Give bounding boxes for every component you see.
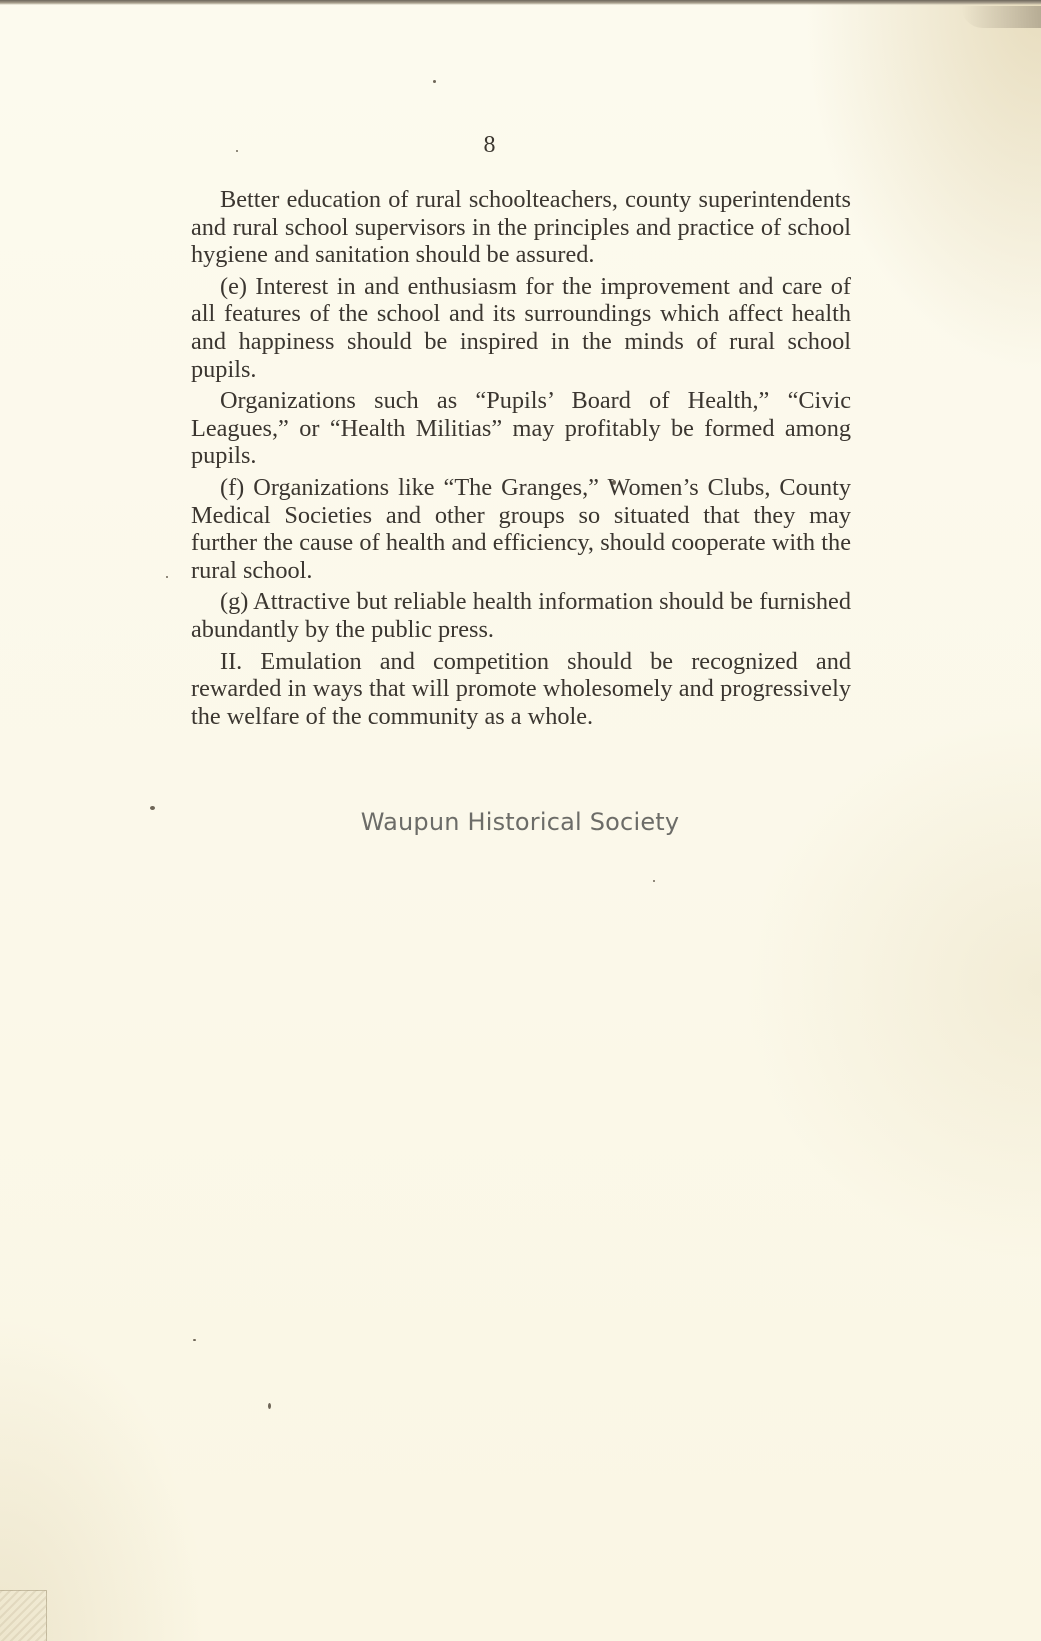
folded-corner bbox=[0, 1590, 47, 1641]
page-number: 8 bbox=[483, 132, 497, 158]
paper-speck bbox=[653, 880, 655, 882]
paper-speck bbox=[150, 806, 155, 810]
watermark-text: Waupun Historical Society bbox=[360, 808, 680, 836]
paper-speck bbox=[268, 1403, 271, 1409]
worn-corner bbox=[961, 6, 1041, 28]
paragraph: Organizations such as “Pupils’ Board of Health,” “Civic Leagues,” or “Health Militias” may profitably be formed among pupils. bbox=[191, 387, 851, 470]
paragraph: (g) Attractive but reliable health information should be furnished abundantly by the public press. bbox=[191, 588, 851, 643]
paragraph: (f) Organizations like “The Granges,” Women’s Clubs, County Medical Societies and other groups so situated that they may further the cause of health and efficiency, should cooperate with the rural school. bbox=[191, 473, 851, 584]
paper-speck bbox=[433, 80, 436, 83]
paper-speck bbox=[193, 1339, 196, 1341]
paragraph: Better education of rural schoolteachers, county superintendents and rural school supervisors in the principles and practice of school hygiene and sanitation should be assured. bbox=[191, 186, 851, 269]
paragraph: (e) Interest in and enthusiasm for the improvement and care of all features of the school and its surroundings which affect health and happiness should be inspired in the minds of rural school pupils. bbox=[191, 272, 851, 383]
paper-speck bbox=[236, 150, 238, 152]
paper-speck bbox=[166, 576, 168, 578]
paragraph: II. Emulation and competition should be recognized and rewarded in ways that will promote wholesomely and progressively the welfare of the community as a whole. bbox=[191, 647, 851, 730]
body-text bbox=[191, 186, 851, 734]
page-top-edge bbox=[0, 0, 1041, 5]
